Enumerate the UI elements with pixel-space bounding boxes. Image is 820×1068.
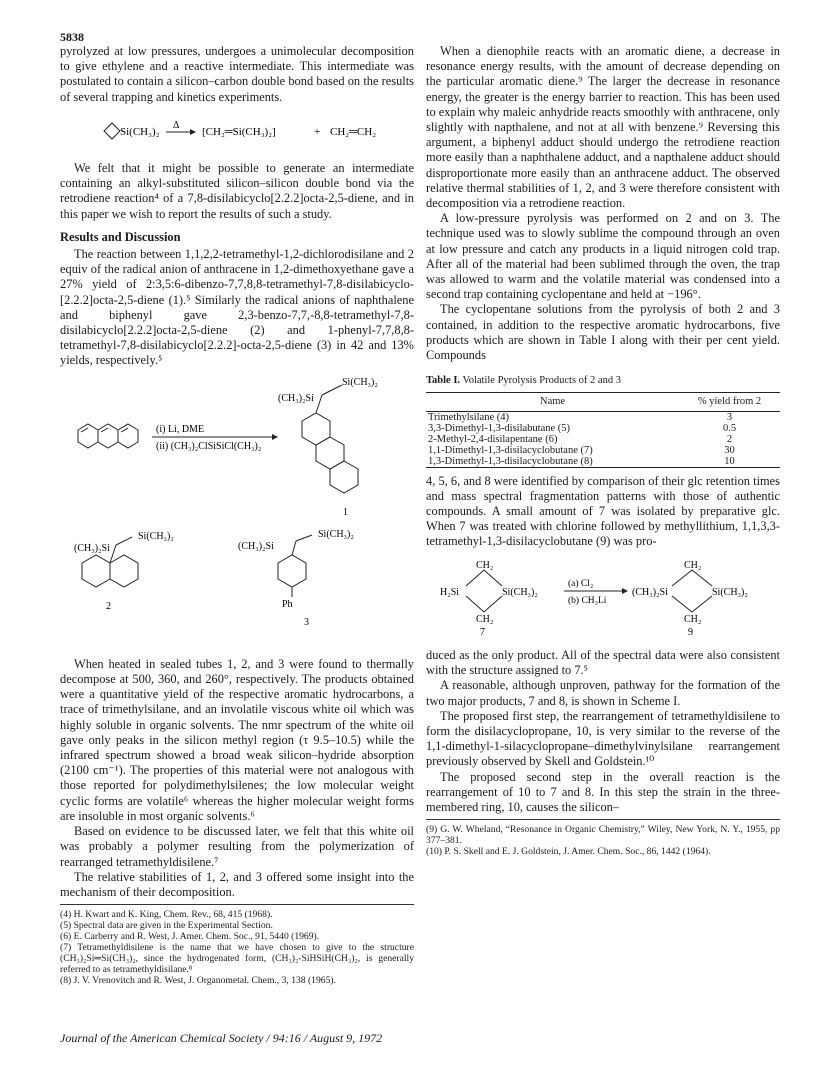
footnotes-left <box>60 909 414 986</box>
footnote-8: (8) J. V. Vrenovitch and R. West, J. Organometal. Chem., 3, 138 (1965). <box>60 975 336 987</box>
compound-7-ring <box>466 570 502 612</box>
reaction-arrowhead-1 <box>272 434 278 440</box>
compound-9-me2si: (CH₃)₂Si <box>632 586 668 598</box>
reaction-paragraph: The reaction between 1,1,2,2-tetramethyl-1,2-dichlorodisilane and 2 equiv of the radical anion of anthracene in 1,2-dimethoxyethane gave a 27% yield of 2:3,5:6-dibenzo-7,7,8,8-tetramethyl-7,8-disilabicyclo-[2.2.2]octa-2,5-diene (1).⁵ Similarly the radical anions of naphthalene and biphenyl gave 2,3-benzo-7,7,-8,8-tetramethyl-7,8-disilabicyclo[2.2.2]octa-2,5-diene (2) and 1-phenyl-7,7,8,8-tetramethyl-7,8-disilabicyclo[2.2.2]-octa-2,5-diene (3) in 42 and 13% yields, respectively.⁵ <box>60 247 414 368</box>
table-cell-name: 1,1-Dimethyl-1,3-disilacyclobutane (7) <box>428 444 593 456</box>
eq1-arrow-label: Δ <box>173 119 180 131</box>
lowpressure-paragraph: A low-pressure pyrolysis was performed on 2 and on 3. The technique used was to slowly sublime the compound through an oven at low pressure and catch any products in a liquid nitrogen cold trap. After all of the material had been sublimed through the oven, the trap was allowed to warm and the volatile material was condensed into a second trap containing cyclopentane and held at −196°. <box>426 211 780 302</box>
scheme-7-to-9-graphic <box>426 556 780 638</box>
eq1-plus: + <box>314 125 321 138</box>
label-compound-1: 1 <box>343 506 348 518</box>
eq1-left: Si(CH₃)₂ <box>120 125 160 138</box>
footnotes-right <box>426 824 780 857</box>
anthracene-structure <box>78 424 138 448</box>
compound-2-si-left: (CH₃)₂Si <box>74 542 110 554</box>
table-cell-yield: 2 <box>726 433 733 445</box>
table-caption-text: Volatile Pyrolysis Products of 2 and 3 <box>462 375 621 387</box>
eq1-right: CH₂═CH₂ <box>330 125 377 138</box>
second-step-paragraph: The proposed second step in the overall reaction is the rearrangement of 10 to 7 and 8. In this step the strain in the three-membered ring, 10, causes the silicon– <box>426 769 780 814</box>
reagent-b: (b) CH₃Li <box>568 595 607 606</box>
table-row <box>426 411 780 423</box>
heated-paragraph: When heated in sealed tubes 1, 2, and 3 were found to thermally decompose at 500, 360, and 260°, respectively. The products obtained were a quantitative yield of the respective aromatic hydrocarbons, a trace of trimethylsilane, and an involatile viscous white oil which was highly soluble in organic solvents. The nmr spectrum of the white oil gave only peaks in the silicon methyl region (τ 9.5–10.5) while the infrared spectrum showed a broad weak silicon–hydride absorption (2100 cm⁻¹). The properties of this material were not analogous with those reported for polydimethylsilenes; the low molecular weight cyclic forms are volatile⁶ whereas the higher molecular weight forms are insoluble in most organic solvents.⁶ <box>60 656 414 823</box>
table-cell-name: 1,3-Dimethyl-1,3-disilacyclobutane (8) <box>426 456 679 468</box>
structures-graphic <box>60 375 414 647</box>
table-cell-yield: 30 <box>724 444 735 456</box>
label-compound-3: 3 <box>304 616 309 628</box>
footnote-rule-right <box>426 819 780 820</box>
left-column <box>60 44 414 986</box>
table-cell-yield: 10 <box>679 456 780 468</box>
compound-1-si-left: (CH₃)₂Si <box>278 392 314 404</box>
compound-9-ch2-top: CH₂ <box>684 559 702 571</box>
table-caption <box>426 373 780 388</box>
reagent-a: (a) Cl₂ <box>568 578 594 589</box>
duced-paragraph: duced as the only product. All of the spectral data were also consistent with the structure assigned to 7.⁵ <box>426 647 780 678</box>
scheme-7-to-9 <box>426 556 780 642</box>
compound-2-si-top: Si(CH₃)₂ <box>138 530 174 542</box>
table-cell-yield: 0.5 <box>722 422 737 434</box>
equation-1-graphic <box>60 111 414 151</box>
based-paragraph: Based on evidence to be discussed later, we felt that this white oil was probably a polymer resulting from the polymerization of rearranged tetramethyldisilene.⁷ <box>60 824 414 869</box>
compound-7-h2si: H₂Si <box>440 586 460 598</box>
cyclopentane-paragraph: The cyclopentane solutions from the pyrolysis of both 2 and 3 contained, in addition to the respective aromatic hydrocarbons, five products which are shown in Table I along with their per cent yield. Compounds <box>426 302 780 363</box>
table-header-yield: % yield from 2 <box>679 393 780 411</box>
compound-3-si-top: Si(CH₃)₂ <box>318 528 354 540</box>
table-cell-name: 3,3-Dimethyl-1,3-disilabutane (5) <box>428 422 571 434</box>
journal-footer: Journal of the American Chemical Society / 94:16 / August 9, 1972 <box>60 1031 383 1045</box>
reaction-arrowhead-2 <box>622 588 628 594</box>
reagent-2: (ii) (CH₃)₂ClSiSiCl(CH₃)₂ <box>156 440 262 452</box>
footnote-10: (10) P. S. Skell and E. J. Goldstein, J. Amer. Chem. Soc., 86, 1442 (1964). <box>426 846 711 858</box>
table-row <box>426 456 780 468</box>
first-step-paragraph: The proposed first step, the rearrangement of tetramethyldisilene to form the disilacyclopropane, 10, is very similar to the reverse of the 1,1-dimethyl-1-silacyclopropane–dimethylvinylsilane rearrangement previously observed by Skell and Goldstein.¹⁰ <box>426 708 780 769</box>
footnote-rule-left <box>60 904 414 905</box>
eq1-middle: [CH₂═Si(CH₃)₂] <box>202 125 276 138</box>
table-row <box>426 434 780 445</box>
intro-paragraph: pyrolyzed at low pressures, undergoes a unimolecular decomposition to give ethylene and a reactive intermediate. This intermediate was postulated to contain a silicon–carbon double bond based on the results of several trapping and kinetics experiments. <box>60 44 414 104</box>
table-row <box>426 423 780 434</box>
footnote-6: (6) E. Carberry and R. West, J. Amer. Chem. Soc., 91, 5440 (1969). <box>60 931 320 943</box>
footnote-4: (4) H. Kwart and K. King, Chem. Rev., 68, 415 (1968). <box>60 909 273 921</box>
compound-9-ring <box>672 570 712 612</box>
compound-7-ch2-bot: CH₂ <box>476 613 494 625</box>
label-compound-9: 9 <box>688 626 693 638</box>
table-caption-label: Table I. <box>426 375 461 387</box>
compound-9-ch2-bot: CH₂ <box>684 613 702 625</box>
table-cell-name: 2-Methyl-2,4-disilapentane (6) <box>428 433 558 445</box>
label-compound-7: 7 <box>480 626 485 638</box>
identified-paragraph: 4, 5, 6, and 8 were identified by comparison of their glc retention times and mass spectral fragmentation patterns with those of authentic compounds. A small amount of 7 was isolated by preparative glc. When 7 was treated with chlorine followed by methyllithium, 1,1,3,3-tetramethyl-1,3-disilacyclobutane (9) was pro- <box>426 473 780 549</box>
table-header-name: Name <box>426 393 679 411</box>
table-row <box>426 445 780 456</box>
table-grid <box>426 392 780 467</box>
table-cell-name: Trimethylsilane (4) <box>428 411 509 423</box>
table-1 <box>426 373 780 467</box>
label-compound-2: 2 <box>106 600 111 612</box>
page-number: 5838 <box>60 30 84 44</box>
reagent-1: (i) Li, DME <box>156 423 205 435</box>
felt-paragraph: We felt that it might be possible to generate an intermediate containing an alkyl-substituted silicon–silicon double bond via the retrodiene reaction⁴ of a 7,8-disilabicyclo[2.2.2]octa-2,5-diene, and in this paper we wish to report the results of such a study. <box>60 161 414 221</box>
footnote-7: (7) Tetramethyldisilene is the name that we have chosen to give to the structure (CH₃)₂Si═Si(CH₃)₂, since the hydrogenated form, (CH₃)₂-SiHSiH(CH₃)₂, is generally referred to as tetramethyldisilane.⁸ <box>60 942 414 976</box>
table-cell-yield: 3 <box>726 411 733 423</box>
right-column <box>426 44 780 857</box>
footnote-9: (9) G. W. Wheland, “Resonance in Organic Chemistry,” Wiley, New York, N. Y., 1955, pp 377–381. <box>426 824 780 847</box>
silacyclobutane-ring <box>104 123 120 139</box>
scheme-structures-1-3 <box>60 375 414 651</box>
compound-7-sime2: Si(CH₃)₂ <box>502 586 538 598</box>
equation-1 <box>60 111 414 155</box>
compound-1-si-top: Si(CH₃)₂ <box>342 376 378 388</box>
pathway-paragraph: A reasonable, although unproven, pathway for the formation of the two major products, 7 and 8, is shown in Scheme I. <box>426 678 780 708</box>
footnote-5: (5) Spectral data are given in the Experimental Section. <box>60 920 273 932</box>
eq1-arrowhead <box>190 129 196 135</box>
relative-paragraph: The relative stabilities of 1, 2, and 3 offered some insight into the mechanism of their decomposition. <box>60 869 414 899</box>
compound-7-ch2-top: CH₂ <box>476 559 494 571</box>
compound-3-si-left: (CH₃)₂Si <box>238 540 274 552</box>
compound-3-structure <box>278 535 312 597</box>
compound-3-ph: Ph <box>282 598 293 610</box>
dienophile-paragraph: When a dienophile reacts with an aromatic diene, a decrease in resonance energy results, with the amount of decrease depending on the particular aromatic diene.⁹ The larger the decrease in resonance energy, the greater is the energy barrier to reaction. This has been used to explain why maleic anhydride reacts smoothly with anthracene, only slightly with napthalene, and not at all with benzene.⁹ Reversing this argument, a biphenyl adduct should undergo the retrodiene reaction more easily than a naphthalene adduct, and a napthalene adduct should disproportionate more easily than an anthracene adduct. The observed relative thermal stabilities of 1, 2, and 3 were therefore consistent with decomposition via a retrodiene reaction. <box>426 44 780 211</box>
compound-9-sime2: Si(CH₃)₂ <box>712 586 748 598</box>
section-heading: Results and Discussion <box>60 229 181 244</box>
